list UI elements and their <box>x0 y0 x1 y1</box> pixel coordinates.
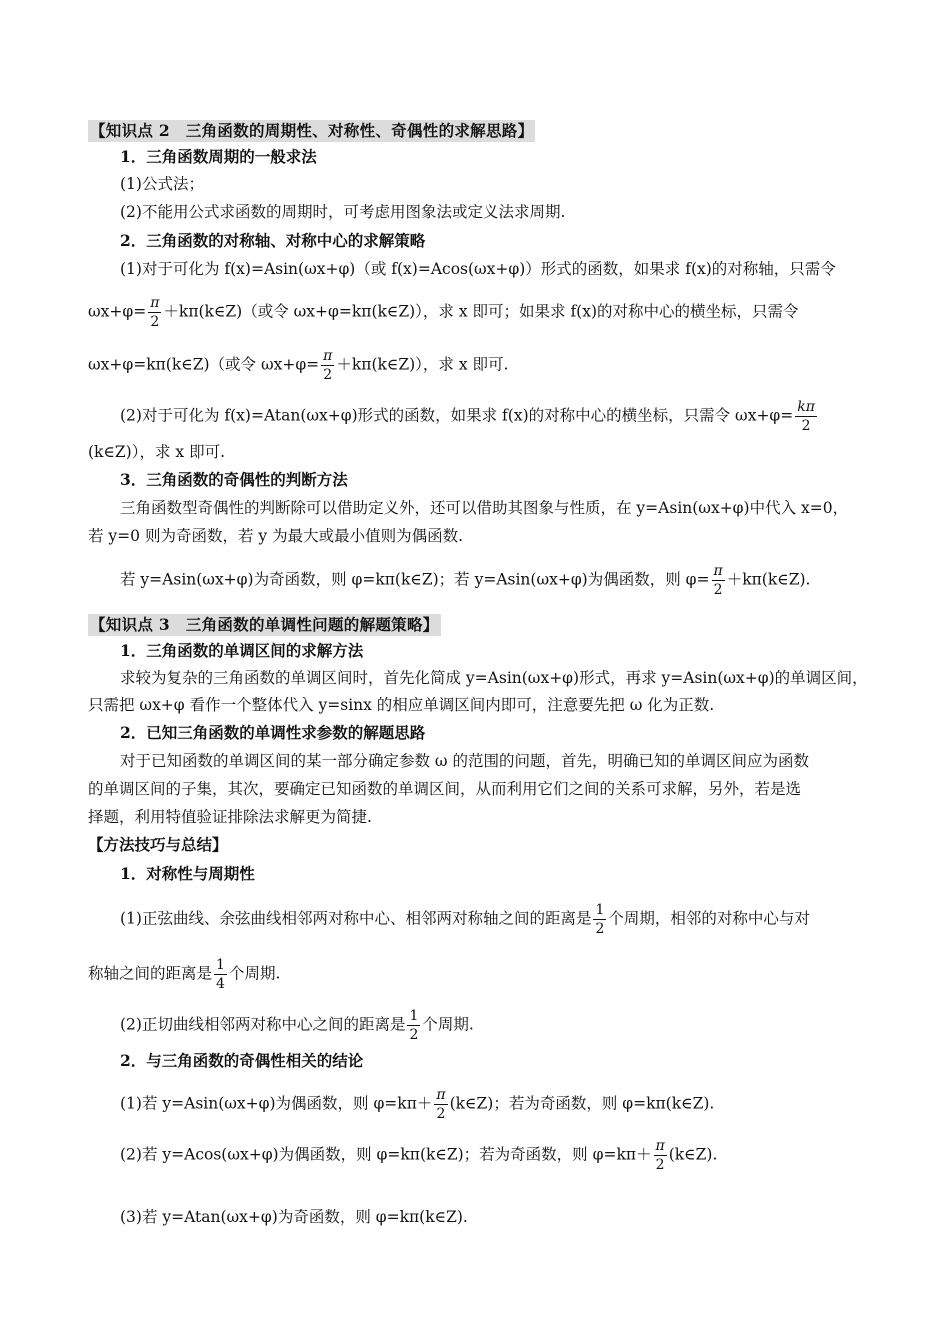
section-title-4: 【方法技巧与总结】 <box>88 835 228 854</box>
fraction <box>593 903 606 936</box>
fraction-numerator: π <box>436 1087 446 1103</box>
text-segment: 个周期，相邻的对称中心与对 <box>608 909 810 928</box>
text-segment: (2)正切曲线相邻两对称中心之间的距离是 <box>120 1015 406 1034</box>
section-title-3 <box>88 614 863 636</box>
text-segment: 称轴之间的距离是 <box>88 964 213 983</box>
text-segment: (1)正弦曲线、余弦曲线相邻两对称中心、相邻两对称轴之间的距离是 <box>120 909 592 928</box>
fraction <box>712 564 725 597</box>
fraction-numerator: 1 <box>409 1008 419 1024</box>
fraction <box>148 296 161 329</box>
text-segment: 个周期. <box>228 964 281 983</box>
text-segment: ＋kπ(k∈Z)），求 x 即可. <box>336 355 509 374</box>
fraction-denominator: 2 <box>150 314 160 330</box>
fraction-numerator: kπ <box>797 399 815 415</box>
paragraph: 的单调区间的子集，其次，要确定已知函数的单调区间，从而利用它们之间的关系可求解，另外，若是选 <box>88 780 802 798</box>
heading-2-3: 3．三角函数的奇偶性的判断方法 <box>120 470 348 489</box>
fraction-numerator: π <box>655 1138 665 1154</box>
formula-line <box>88 296 863 329</box>
fraction <box>321 349 334 382</box>
fraction-numerator: 1 <box>595 902 605 918</box>
paragraph: 对于已知函数的单调区间的某一部分确定参数 ω 的范围的问题，首先，明确已知的单调区间应为函数 <box>120 752 809 770</box>
fraction <box>654 1139 667 1172</box>
formula-line <box>88 958 863 991</box>
heading-3-1: 1．三角函数的单调区间的求解方法 <box>120 641 364 660</box>
paragraph: 只需把 ωx+φ 看作一个整体代入 y=sinx 的相应单调区间内即可，注意要先把 ω 化为正数. <box>88 696 715 714</box>
paragraph: (3)若 y=Atan(ωx+φ)为奇函数，则 φ=kπ(k∈Z). <box>120 1208 468 1226</box>
section-title-2 <box>88 120 863 142</box>
fraction-denominator: 2 <box>436 1106 446 1122</box>
text-segment: (2)对于可化为 f(x)=Atan(ωx+φ)形式的函数，如果求 f(x)的对称中心的横坐标，只需令 ωx+φ= <box>120 406 794 425</box>
fraction <box>795 400 817 433</box>
formula-line <box>88 349 863 382</box>
section-title-3-text: 【知识点 3 三角函数的单调性问题的解题策略】 <box>90 615 439 634</box>
text-segment: ＋kπ(k∈Z)（或令 ωx+φ=kπ(k∈Z)），求 x 即可；如果求 f(x)的对称中心的横坐标，只需令 <box>163 302 799 321</box>
fraction-numerator: π <box>323 348 333 364</box>
text-segment: ωx+φ= <box>88 302 147 321</box>
heading-4-2: 2．与三角函数的奇偶性相关的结论 <box>120 1051 364 1070</box>
section-title-2-text: 【知识点 2 三角函数的周期性、对称性、奇偶性的求解思路】 <box>90 121 534 140</box>
fraction-denominator: 2 <box>801 418 811 434</box>
fraction-numerator: π <box>713 563 723 579</box>
formula-line <box>120 1088 863 1121</box>
fraction-denominator: 2 <box>713 582 723 598</box>
text-segment: (2)若 y=Acos(ωx+φ)为偶函数，则 φ=kπ(k∈Z)；若为奇函数，则 φ=kπ＋ <box>120 1145 652 1164</box>
heading-2-2: 2．三角函数的对称轴、对称中心的求解策略 <box>120 231 426 250</box>
formula-line <box>120 903 863 936</box>
text-segment: ωx+φ=kπ(k∈Z)（或令 ωx+φ= <box>88 355 320 374</box>
text-segment: (k∈Z)；若为奇函数，则 φ=kπ(k∈Z). <box>449 1094 715 1113</box>
fraction-denominator: 4 <box>216 976 225 992</box>
paragraph: (1)对于可化为 f(x)=Asin(ωx+φ)（或 f(x)=Acos(ωx+φ)）形式的函数，如果求 f(x)的对称轴，只需令 <box>120 260 836 278</box>
fraction <box>214 958 227 991</box>
heading-2-1: 1．三角函数周期的一般求法 <box>120 147 317 166</box>
paragraph: (k∈Z)），求 x 即可. <box>88 443 226 461</box>
fraction-denominator: 2 <box>595 921 605 937</box>
text-segment: (k∈Z). <box>668 1145 718 1164</box>
heading-3-2: 2．已知三角函数的单调性求参数的解题思路 <box>120 723 426 742</box>
paragraph: 择题，利用特值验证排除法求解更为简捷. <box>88 808 372 826</box>
formula-line <box>120 1139 863 1172</box>
formula-line <box>120 564 863 597</box>
text-segment: 若 y=Asin(ωx+φ)为奇函数，则 φ=kπ(k∈Z)；若 y=Asin(ωx+φ)为偶函数，则 φ= <box>120 570 710 589</box>
text-segment: 个周期. <box>422 1015 474 1034</box>
fraction-denominator: 2 <box>655 1157 665 1173</box>
heading-4-1: 1．对称性与周期性 <box>120 864 255 883</box>
paragraph: (1)公式法； <box>120 175 204 193</box>
text-segment: (1)若 y=Asin(ωx+φ)为偶函数，则 φ=kπ＋ <box>120 1094 433 1113</box>
paragraph: (2)不能用公式求函数的周期时，可考虑用图象法或定义法求周期. <box>120 203 566 221</box>
fraction-numerator: 1 <box>216 957 225 973</box>
fraction <box>407 1009 420 1042</box>
formula-line <box>120 1009 863 1042</box>
fraction-numerator: π <box>150 295 160 311</box>
fraction-denominator: 2 <box>323 367 333 383</box>
formula-line <box>120 400 863 433</box>
fraction-denominator: 2 <box>409 1027 419 1043</box>
paragraph: 三角函数型奇偶性的判断除可以借助定义外，还可以借助其图象与性质，在 y=Asin(ωx+φ)中代入 x=0， <box>120 499 849 517</box>
fraction <box>434 1088 447 1121</box>
text-segment: ＋kπ(k∈Z). <box>726 570 811 589</box>
paragraph: 若 y=0 则为奇函数，若 y 为最大或最小值则为偶函数. <box>88 527 463 545</box>
paragraph: 求较为复杂的三角函数的单调区间时，首先化简成 y=Asin(ωx+φ)形式，再求 y=Asin(ωx+φ)的单调区间， <box>120 669 868 687</box>
